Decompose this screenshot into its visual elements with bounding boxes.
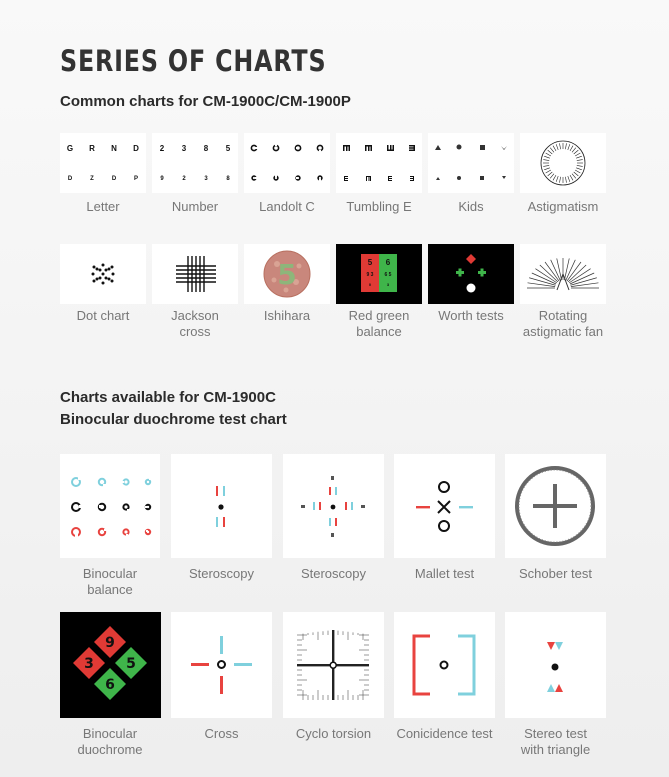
binocular-duochrome-thumbnail[interactable]	[60, 612, 161, 718]
cross-test-graphic	[171, 612, 272, 718]
caption-steroscopy-1: Steroscopy	[188, 566, 255, 581]
letter-glyph: N	[111, 144, 117, 153]
landolt-chart-thumbnail[interactable]	[244, 133, 330, 193]
rg-right-symbol: 6	[385, 258, 391, 267]
rg-right-symbol: 3	[386, 282, 390, 287]
jackson-cross-thumbnail[interactable]	[152, 244, 238, 304]
number-glyph: 2	[159, 144, 165, 153]
steroscopy-2-graphic	[283, 454, 384, 558]
steroscopy-1-thumbnail[interactable]	[171, 454, 272, 558]
letter-chart-graphic	[60, 133, 146, 193]
rg-left-symbol: 0	[368, 282, 372, 287]
schober-test-graphic	[505, 454, 606, 558]
jackson-cross-graphic	[152, 244, 238, 304]
astigmatism-chart-thumbnail[interactable]	[520, 133, 606, 193]
letter-chart-thumbnail[interactable]	[60, 133, 146, 193]
caption-jackson-line2: cross	[179, 324, 211, 339]
caption-jackson-line1: Jackson	[171, 308, 219, 323]
cyclo-torsion-thumbnail[interactable]	[283, 612, 384, 718]
caption-cross: Cross	[204, 726, 239, 741]
caption-fan-line2: astigmatic fan	[522, 324, 604, 339]
letter-glyph: P	[133, 176, 139, 182]
number-glyph: 2	[182, 176, 186, 182]
steroscopy-2-thumbnail[interactable]	[283, 454, 384, 558]
red-green-balance-thumbnail[interactable]	[336, 244, 422, 304]
caption-binocular-balance	[58, 566, 162, 598]
caption-red-green	[336, 308, 422, 340]
section-heading-binocular-2: Binocular duochrome test chart	[60, 411, 287, 428]
binocular-duochrome-graphic	[60, 612, 161, 718]
tumbling-e-thumbnail[interactable]	[336, 133, 422, 193]
binocular-balance-thumbnail[interactable]	[60, 454, 160, 558]
steroscopy-1-graphic	[171, 454, 272, 558]
kids-pictogram-graphic	[428, 133, 514, 193]
caption-stereo-triangle	[505, 726, 606, 758]
schober-test-thumbnail[interactable]	[505, 454, 606, 558]
astigmatism-dial-graphic	[520, 133, 606, 193]
caption-kids: Kids	[458, 199, 484, 214]
caption-tri-line2: with triangle	[520, 742, 591, 757]
ishihara-number: 5	[277, 258, 297, 291]
caption-duo-line2: duochrome	[77, 742, 143, 757]
ishihara-thumbnail[interactable]	[244, 244, 330, 304]
rg-right-symbol: 6 5	[384, 272, 392, 278]
letter-glyph: G	[66, 144, 74, 153]
number-glyph: 8	[203, 144, 209, 153]
worth-test-thumbnail[interactable]	[428, 244, 514, 304]
tumbling-e-graphic	[336, 133, 422, 193]
caption-fan	[520, 308, 606, 340]
number-glyph: 8	[226, 176, 230, 182]
caption-schober: Schober test	[519, 566, 592, 581]
duochrome-number: 9	[105, 635, 115, 651]
caption-rg-line1: Red green	[348, 308, 410, 323]
red-green-graphic	[336, 244, 422, 304]
mallet-test-graphic	[394, 454, 495, 558]
caption-duo-line1: Binocular	[82, 726, 138, 741]
caption-steroscopy-2: Steroscopy	[300, 566, 367, 581]
number-glyph: 3	[204, 176, 208, 182]
section-heading-binocular-1: Charts available for CM-1900C	[60, 389, 276, 406]
duochrome-number: 6	[105, 677, 115, 693]
caption-fan-line1: Rotating	[538, 308, 588, 323]
ishihara-plate-graphic	[244, 244, 330, 304]
caption-ishihara: Ishihara	[263, 308, 311, 323]
dot-chart-graphic	[60, 244, 146, 304]
cyclo-torsion-graphic	[283, 612, 384, 718]
duochrome-number: 3	[84, 656, 94, 672]
number-chart-thumbnail[interactable]	[152, 133, 238, 193]
caption-worth: Worth tests	[438, 308, 504, 323]
landolt-c-graphic	[244, 133, 330, 193]
worth-four-dot-graphic	[428, 244, 514, 304]
binocular-balance-graphic	[60, 454, 160, 558]
caption-rg-line2: balance	[356, 324, 402, 339]
kids-chart-thumbnail[interactable]	[428, 133, 514, 193]
caption-duochrome	[58, 726, 162, 758]
rotating-fan-thumbnail[interactable]	[520, 244, 606, 304]
rg-left-symbol: 9 3	[366, 272, 374, 278]
caption-mallet: Mallet test	[414, 566, 475, 581]
stereo-triangle-thumbnail[interactable]	[505, 612, 606, 718]
letter-glyph: Z	[90, 176, 94, 182]
caption-jackson	[152, 308, 238, 340]
number-glyph: 9	[160, 176, 164, 182]
section-heading-common: Common charts for CM-1900C/CM-1900P	[60, 93, 351, 110]
caption-coincidence: Conicidence test	[396, 726, 493, 741]
stereo-triangle-graphic	[505, 612, 606, 718]
caption-cyclo: Cyclo torsion	[295, 726, 372, 741]
caption-tumbling: Tumbling E	[346, 199, 412, 214]
letter-glyph: D	[67, 176, 73, 182]
caption-binbal-line1: Binocular	[82, 566, 138, 581]
letter-glyph: D	[133, 144, 139, 153]
rg-left-symbol: 5	[367, 258, 373, 267]
mallet-test-thumbnail[interactable]	[394, 454, 495, 558]
letter-glyph: R	[89, 144, 95, 153]
caption-number: Number	[171, 199, 219, 214]
caption-landolt: Landolt C	[259, 199, 315, 214]
caption-dot-chart: Dot chart	[76, 308, 130, 323]
number-chart-graphic	[152, 133, 238, 193]
caption-letter: Letter	[86, 199, 120, 214]
letter-glyph: D	[111, 176, 117, 182]
caption-tri-line1: Stereo test	[524, 726, 587, 741]
number-glyph: 5	[225, 144, 231, 153]
duochrome-number: 5	[126, 656, 136, 672]
page-title: SERIES OF CHARTS	[60, 44, 327, 78]
astigmatic-fan-graphic	[520, 244, 606, 304]
number-glyph: 3	[181, 144, 187, 153]
caption-binbal-line2: balance	[87, 582, 133, 597]
cross-test-thumbnail[interactable]	[171, 612, 272, 718]
dot-chart-thumbnail[interactable]	[60, 244, 146, 304]
caption-astigmatism: Astigmatism	[527, 199, 599, 214]
coincidence-test-graphic	[394, 612, 495, 718]
coincidence-test-thumbnail[interactable]	[394, 612, 495, 718]
